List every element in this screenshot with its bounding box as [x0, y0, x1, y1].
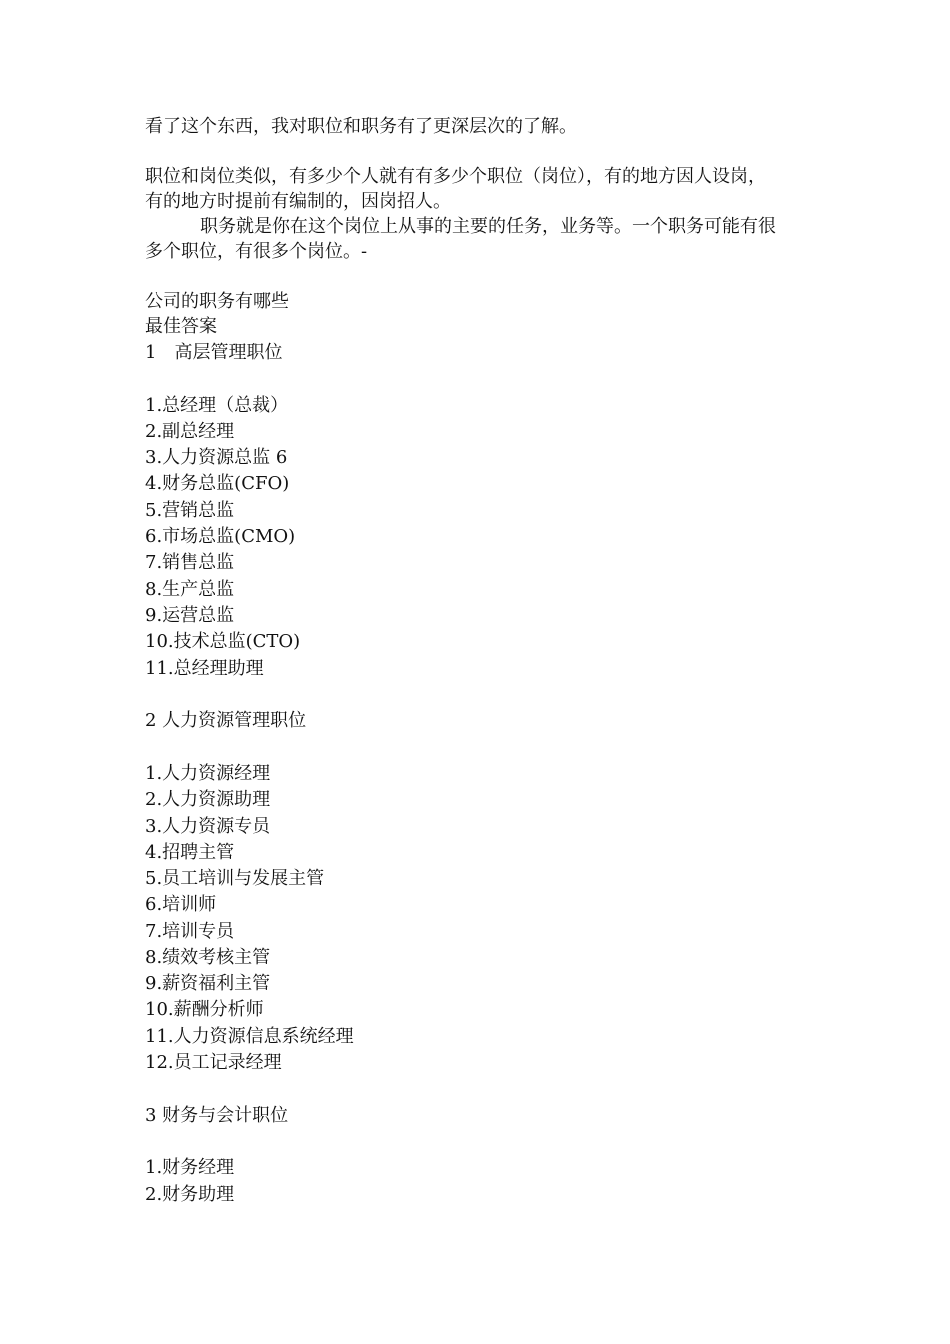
list-item: 5.营销总监 [145, 500, 235, 521]
list-item: 1.财务经理 [145, 1157, 235, 1178]
list-item: 6.市场总监(CMO) [145, 526, 296, 547]
paragraph-line: 职务就是你在这个岗位上从事的主要的任务，业务等。一个职务可能有很 [200, 216, 776, 237]
list-item: 9.运营总监 [145, 605, 235, 626]
list-item: 11.总经理助理 [145, 658, 264, 679]
list-item: 9.薪资福利主管 [145, 973, 271, 994]
best-answer-label: 最佳答案 [145, 316, 217, 337]
list-item: 10.技术总监(CTO) [145, 631, 301, 652]
list-item: 7.销售总监 [145, 552, 235, 573]
list-item: 3.人力资源总监 6 [145, 447, 288, 468]
list-item: 4.招聘主管 [145, 842, 235, 863]
list-item: 5.员工培训与发展主管 [145, 868, 325, 889]
list-item: 8.绩效考核主管 [145, 947, 271, 968]
intro-line: 看了这个东西，我对职位和职务有了更深层次的了解。 [145, 116, 577, 137]
paragraph-line: 多个职位，有很多个岗位。- [145, 241, 368, 262]
list-item: 1.人力资源经理 [145, 763, 271, 784]
list-item: 10.薪酬分析师 [145, 999, 264, 1020]
list-item: 7.培训专员 [145, 921, 235, 942]
section-heading: 3 财务与会计职位 [145, 1105, 289, 1126]
paragraph-line: 职位和岗位类似，有多少个人就有有多少个职位（岗位），有的地方因人设岗， [145, 166, 766, 187]
list-item: 11.人力资源信息系统经理 [145, 1026, 354, 1047]
list-item: 2.财务助理 [145, 1184, 235, 1205]
list-item: 3.人力资源专员 [145, 816, 271, 837]
section-heading: 2 人力资源管理职位 [145, 710, 307, 731]
list-item: 6.培训师 [145, 894, 217, 915]
list-item: 2.人力资源助理 [145, 789, 271, 810]
list-item: 4.财务总监(CFO) [145, 473, 290, 494]
section-heading: 1 高层管理职位 [145, 342, 283, 363]
question-title: 公司的职务有哪些 [145, 291, 289, 312]
paragraph-line: 有的地方时提前有编制的，因岗招人。 [145, 191, 451, 212]
list-item: 8.生产总监 [145, 579, 235, 600]
list-item: 2.副总经理 [145, 421, 235, 442]
list-item: 12.员工记录经理 [145, 1052, 282, 1073]
list-item: 1.总经理（总裁） [145, 395, 289, 416]
